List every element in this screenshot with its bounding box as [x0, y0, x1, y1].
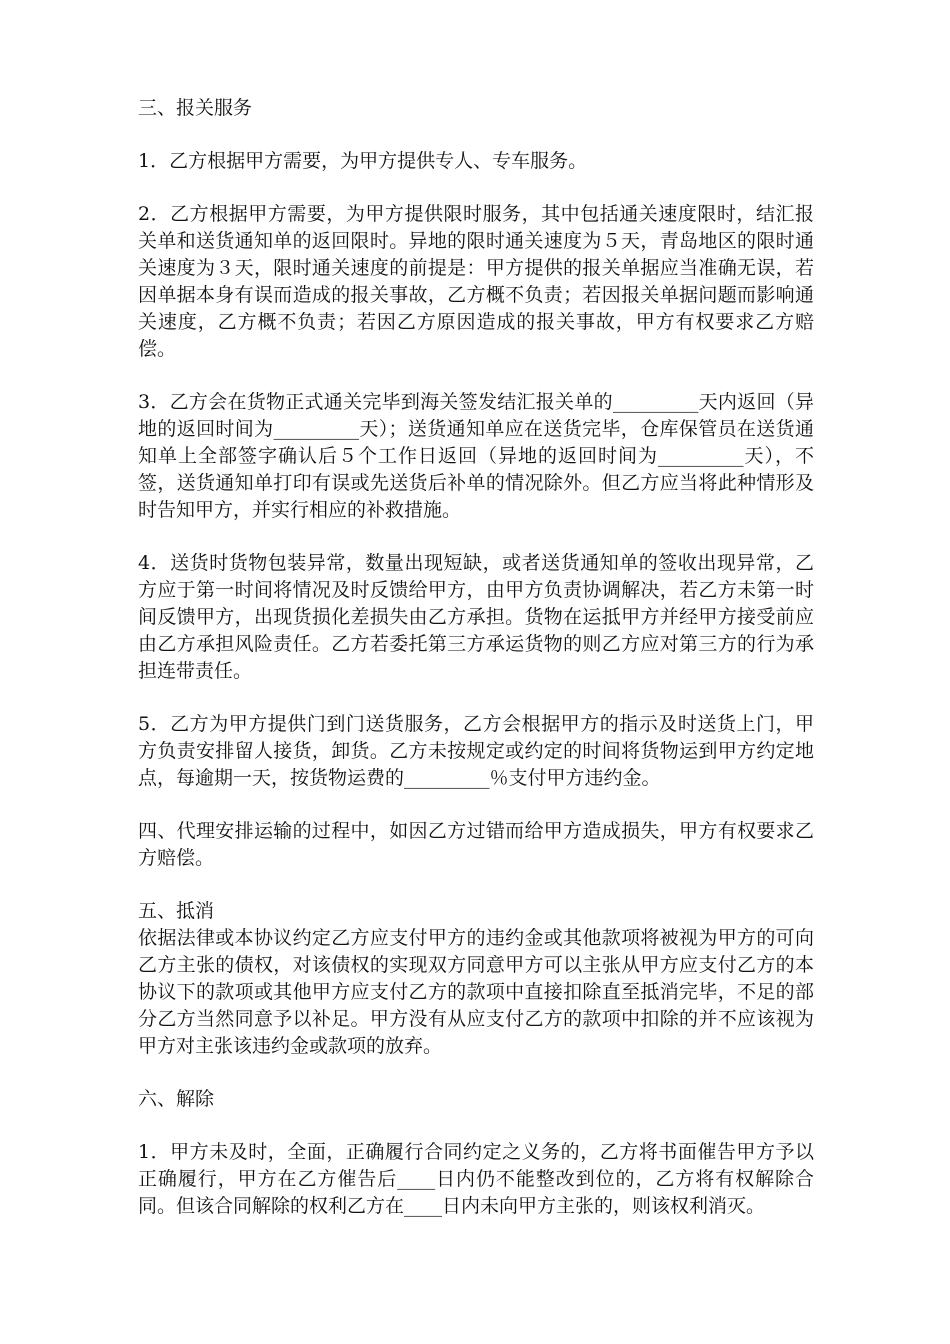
- clause-3-5: 5．乙方为甲方提供门到门送货服务，乙方会根据甲方的指示及时送货上门，甲方负责安排留人接货，卸货。乙方未按规定或约定的时间将货物运到甲方约定地点，每逾期一天，按货物运费的_________％支付甲方违约金。: [138, 713, 814, 789]
- clause-3-3: 3．乙方会在货物正式通关完毕到海关签发结汇报关单的_________天内返回（异地的返回时间为_________天）；送货通知单应在送货完毕，仓库保管员在送货通知单上全部签字确认后５个工作日返回（异地的返回时间为_________天），不签，送货通知单打印有误或先送货后补单的情况除外。但乙方应当将此种情形及时告知甲方，并实行相应的补救措施。: [138, 391, 814, 521]
- section-heading-termination: 六、解除: [138, 1088, 215, 1110]
- clause-5-offset: 依据法律或本协议约定乙方应支付甲方的违约金或其他款项将被视为甲方的可向乙方主张的债权，对该债权的实现双方同意甲方可以主张从甲方应支付乙方的本协议下的款项或其他甲方应支付乙方的款项中直接扣除直至抵消完毕，不足的部分乙方当然同意予以补足。甲方没有从应支付乙方的款项中扣除的并不应该视为甲方对主张该违约金或款项的放弃。: [138, 927, 814, 1057]
- clause-3-4: 4．送货时货物包装异常，数量出现短缺，或者送货通知单的签收出现异常，乙方应于第一时间将情况及时反馈给甲方，由甲方负责协调解决，若乙方未第一时间反馈甲方，出现货损化差损失由乙方承担。货物在运抵甲方并经甲方接受前应由乙方承担风险责任。乙方若委托第三方承运货物的则乙方应对第三方的行为承担连带责任。: [138, 552, 814, 682]
- clause-6-1: 1．甲方未及时，全面，正确履行合同约定之义务的，乙方将书面催告甲方予以正确履行，甲方在乙方催告后____日内仍不能整改到位的，乙方将有权解除合同。但该合同解除的权利乙方在____日内未向甲方主张的，则该权利消灭。: [138, 1141, 814, 1217]
- section-heading-offset: 五、抵消: [138, 900, 215, 922]
- section-4-transport: 四、代理安排运输的过程中，如因乙方过错而给甲方造成损失，甲方有权要求乙方赔偿。: [138, 820, 814, 869]
- clause-3-2: 2．乙方根据甲方需要，为甲方提供限时服务，其中包括通关速度限时，结汇报关单和送货通知单的返回限时。异地的限时通关速度为５天，青岛地区的限时通关速度为３天，限时通关速度的前提是：甲方提供的报关单据应当准确无误，若因单据本身有误而造成的报关事故，乙方概不负责；若因报关单据问题而影响通关速度，乙方概不负责；若因乙方原因造成的报关事故，甲方有权要求乙方赔偿。: [138, 203, 814, 360]
- section-heading-customs-service: 三、报关服务: [138, 97, 253, 119]
- clause-3-1: 1．乙方根据甲方需要，为甲方提供专人、专车服务。: [138, 150, 588, 172]
